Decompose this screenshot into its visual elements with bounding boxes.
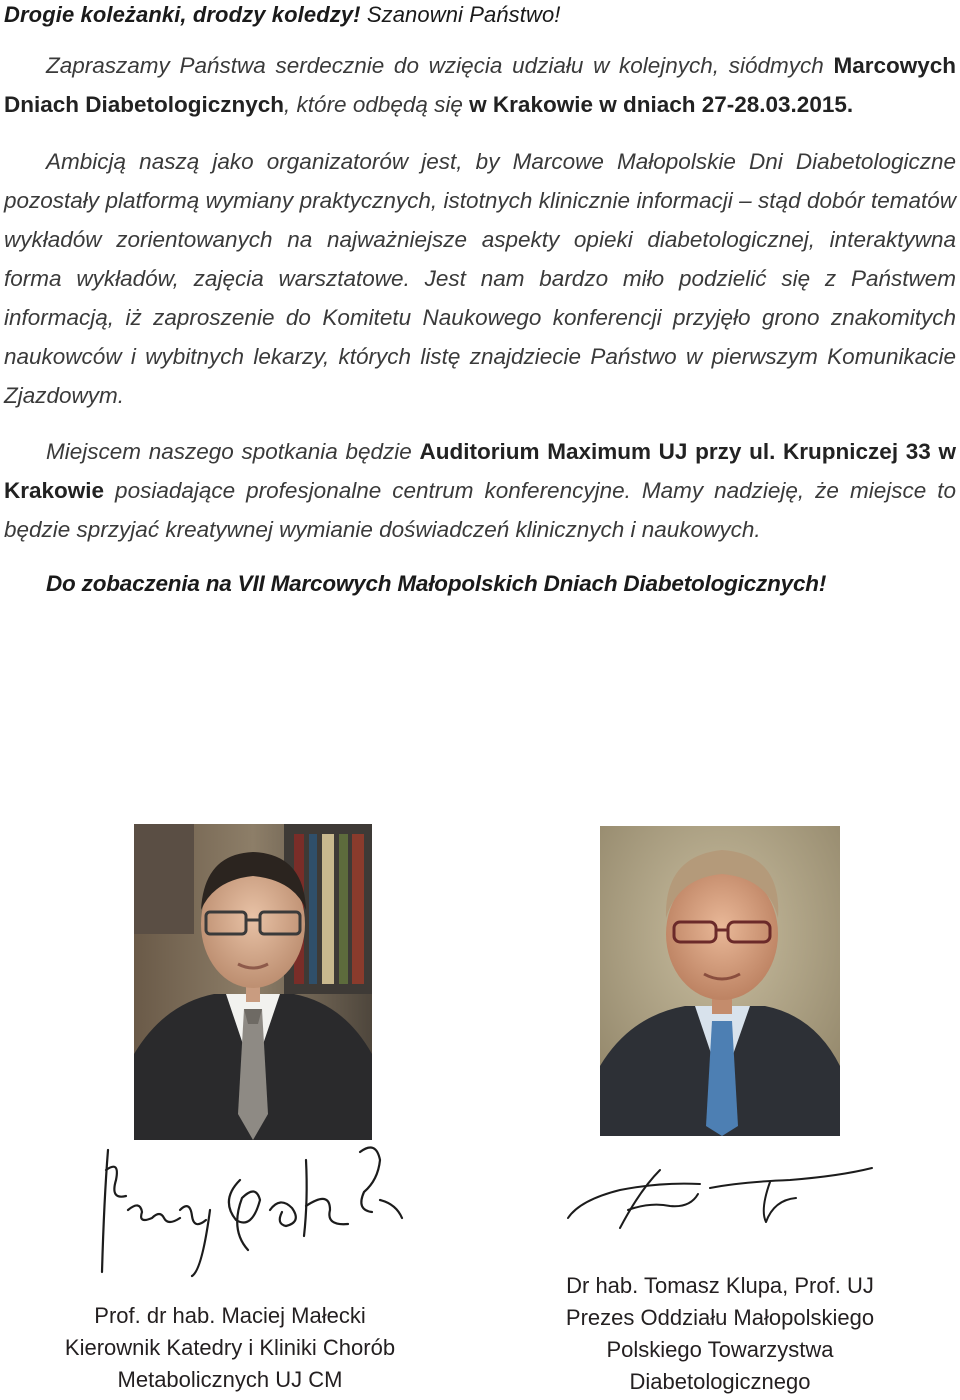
signatory-left-title-2: Metabolicznych UJ CM (117, 1367, 343, 1392)
signatory-right-title-2: Polskiego Towarzystwa (606, 1337, 834, 1362)
venue-paragraph (4, 432, 956, 549)
ambition-paragraph: Ambicją naszą jako organizatorów jest, by Marcowe Małopolskie Dni Diabetologiczne pozostały platformą wymiany praktycznych, istotnych klinicznie informacji – stąd dobór tematów wykładów zorientowanych na najważniejsze aspekty opieki diabetologicznej, interaktywna forma wykładów, zajęcia warsztatowe. Jest nam bardzo miło podzielić się z Państwem informacją, iż zaproszenie do Komitetu Naukowego konferencji przyjęło grono znakomitych naukowców i wybitnych lekarzy, których listę znajdziecie Państwo w pierwszym Komunikacie Zjazdowym. (4, 149, 956, 408)
greeting-bold: Drogie koleżanki, drodzy koledzy! (4, 2, 361, 27)
signature-left (80, 1140, 410, 1280)
signatory-right-name: Dr hab. Tomasz Klupa, Prof. UJ (566, 1273, 874, 1298)
signatory-left-title-1: Kierownik Katedry i Kliniki Chorób (64, 1335, 396, 1360)
signatory-right-title-3: Diabetologicznego (629, 1369, 811, 1394)
venue-text-2: posiadające profesjonalne centrum konferencyjne. Mamy nadzieję, że miejsce to będzie sprzyjać kreatywnej wymianie doświadczeń klinicznych i naukowych. (4, 478, 956, 542)
venue-name: Auditorium Maximum UJ przy ul. Krupniczej 33 w Krakowie (4, 439, 957, 503)
portrait-photo-left (134, 824, 372, 1140)
closing-line: Do zobaczenia na VII Marcowych Małopolskich Dniach Diabetologicznych! (46, 571, 827, 596)
invitation-paragraph (4, 46, 956, 124)
invitation-text-1: Zapraszamy Państwa serdecznie do wzięcia udziału w kolejnych, siódmych (46, 53, 834, 78)
greeting (4, 0, 956, 28)
signatory-right-caption (520, 1270, 920, 1398)
signature-right (560, 1160, 880, 1250)
event-place-date: w Krakowie w dniach 27-28.03.2015. (469, 92, 854, 117)
letter-body (4, 0, 956, 597)
portrait-photo-right (600, 826, 840, 1136)
greeting-rest: Szanowni Państwo! (360, 2, 561, 27)
signatory-left-name: Prof. dr hab. Maciej Małecki (94, 1303, 366, 1328)
invitation-text-2: , które odbędą się (284, 92, 470, 117)
signatory-right-title-1: Prezes Oddziału Małopolskiego (565, 1305, 875, 1330)
event-name: Marcowych Dniach Diabetologicznych (4, 53, 956, 117)
venue-text-1: Miejscem naszego spotkania będzie (46, 439, 420, 464)
signatory-left-caption (20, 1300, 440, 1396)
